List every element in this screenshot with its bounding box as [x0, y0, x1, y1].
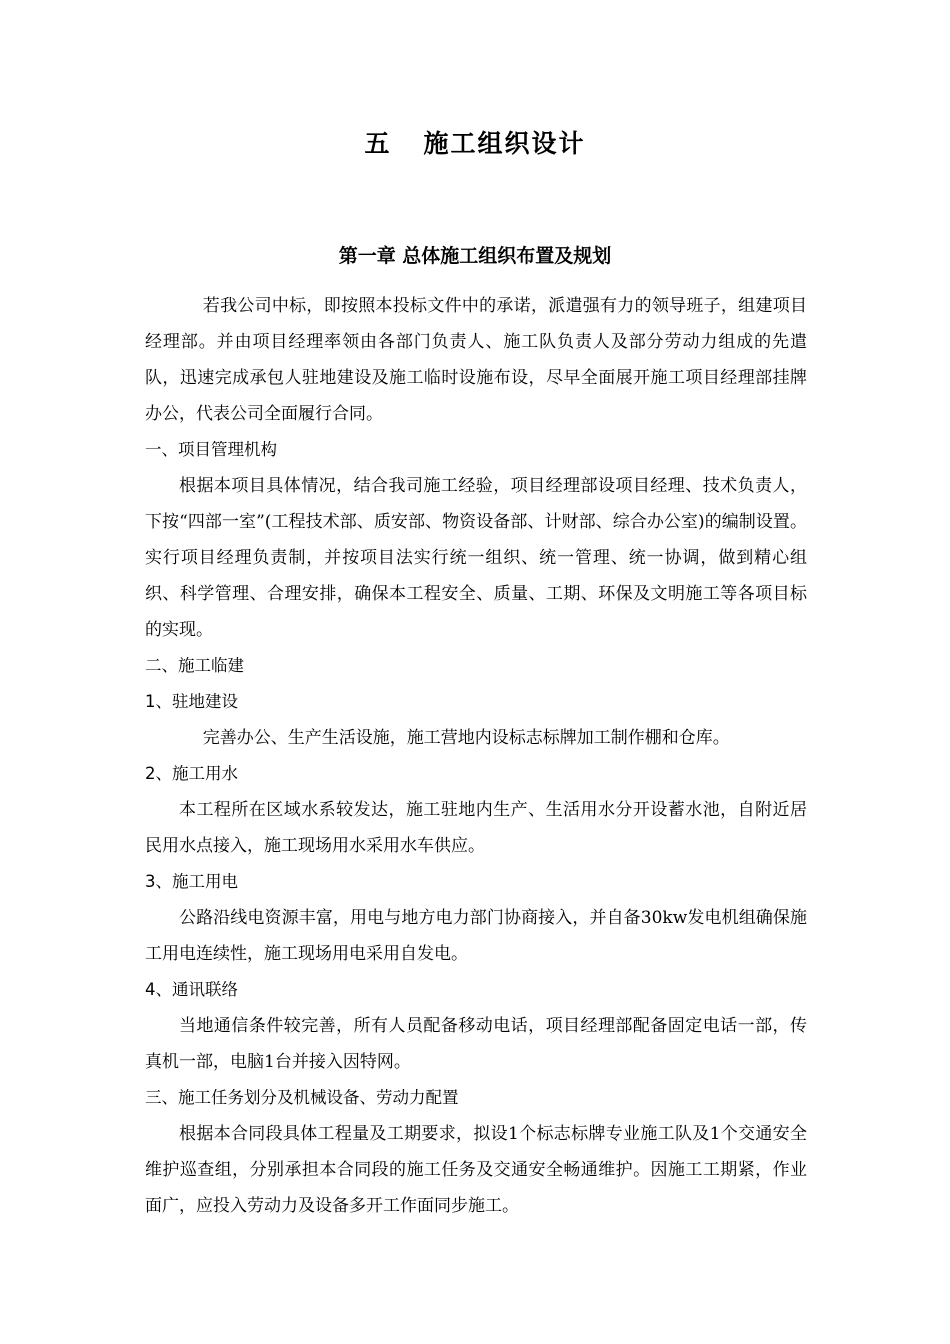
- document-title: 五 施工组织设计: [364, 129, 586, 158]
- section-paragraph-management: 根据本项目具体情况，结合我司施工经验，项目经理部设项目经理、技术负责人，下按“四部一室”(工程技术部、质安部、物资设备部、计财部、综合办公室)的编制设置。实行项目经理负责制，并按项目法实行统一组织、统一管理、统一协调，做到精心组织、科学管理、合理安排，确保本工程安全、质量、工期、环保及文明施工等各项目标的实现。: [145, 476, 807, 640]
- chapter-title: 第一章 总体施工组织布置及规划: [338, 245, 612, 267]
- intro-paragraph: 若我公司中标，即按照本投标文件中的承诺，派遣强有力的领导班子，组建项目经理部。并由项目经理率领由各部门负责人、施工队负责人及部分劳动力组成的先遣队，迅速完成承包人驻地建设及施工临时设施布设，尽早全面展开施工项目经理部挂牌办公，代表公司全面履行合同。: [145, 296, 807, 424]
- subsection-paragraph-camp: 完善办公、生产生活设施，施工营地内设标志标牌加工制作棚和仓库。: [202, 728, 730, 748]
- subsection-heading-communication: 4、通讯联络: [145, 980, 238, 999]
- section-heading-temporary-works: 二、施工临建: [145, 656, 244, 675]
- document-body: [145, 288, 807, 1224]
- subsection-paragraph-communication: 当地通信条件较完善，所有人员配备移动电话，项目经理部配备固定电话一部，传真机一部，电脑1台并接入因特网。: [145, 1016, 807, 1072]
- section-heading-management: 一、项目管理机构: [145, 440, 277, 459]
- subsection-paragraph-power: 公路沿线电资源丰富，用电与地方电力部门协商接入，并自备30kw发电机组确保施工用电连续性，施工现场用电采用自发电。: [145, 908, 807, 964]
- subsection-heading-camp: 1、驻地建设: [145, 692, 238, 711]
- section-paragraph-task-division: 根据本合同段具体工程量及工期要求，拟设1个标志标牌专业施工队及1个交通安全维护巡查组，分别承担本合同段的施工任务及交通安全畅通维护。因施工工期紧，作业面广，应投入劳动力及设备多开工作面同步施工。: [145, 1124, 807, 1216]
- subsection-paragraph-water: 本工程所在区域水系较发达，施工驻地内生产、生活用水分开设蓄水池，自附近居民用水点接入，施工现场用水采用水车供应。: [145, 800, 807, 856]
- section-heading-task-division: 三、施工任务划分及机械设备、劳动力配置: [145, 1088, 459, 1107]
- subsection-heading-power: 3、施工用电: [145, 872, 238, 891]
- subsection-heading-water: 2、施工用水: [145, 764, 238, 783]
